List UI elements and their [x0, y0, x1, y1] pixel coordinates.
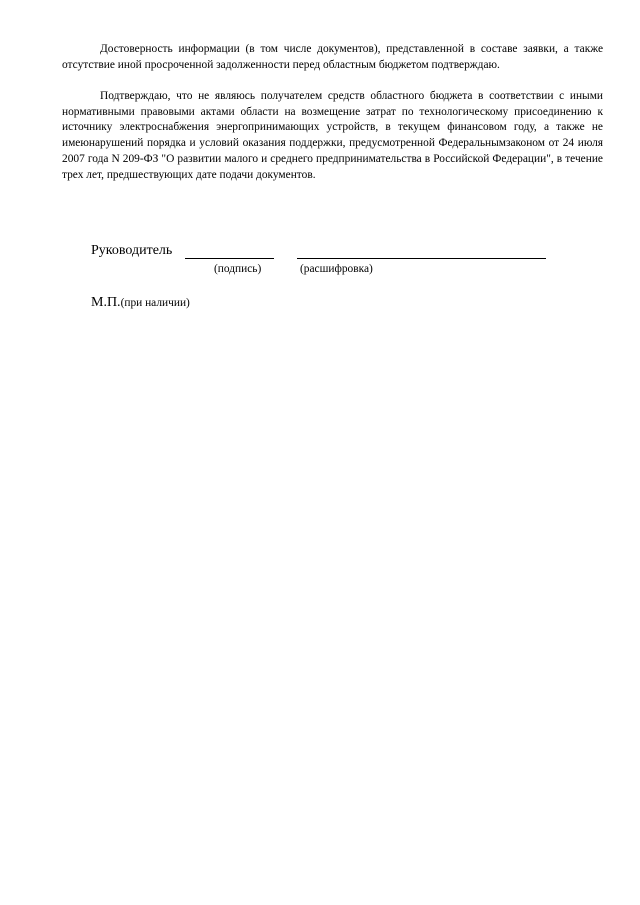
stamp-label: М.П.	[91, 295, 121, 310]
signature-line	[185, 258, 274, 259]
stamp-note: (при наличии)	[120, 297, 190, 309]
signatory-label: Руководитель	[91, 243, 173, 258]
name-transcript-caption: (расшифровка)	[300, 263, 373, 275]
name-transcript-line	[297, 258, 546, 259]
confirmation-paragraph-2: Подтверждаю, что не являюсь получателем средств областного бюджета в соответствии с иными нормативными правовыми актами области на возмещение затрат по технологическому присоединению к источнику электроснабжения энергопринимающих устройств, в текущем финансовом году, а также не имеюнарушений порядка и условий оказания поддержки, предусмотренной Федеральнымзаконом от 24 июля 2007 года N 209-ФЗ "О развитии малого и среднего предпринимательства в Российской Федерации", в течение трех лет, предшествующих дате подачи документов.	[62, 90, 603, 181]
signature-caption: (подпись)	[214, 263, 262, 275]
stamp-placeholder	[91, 293, 190, 312]
confirmation-paragraph-1: Достоверность информации (в том числе документов), представленной в составе заявки, а также отсутствие иной просроченной задолженности перед областным бюджетом подтверждаю.	[62, 43, 603, 71]
